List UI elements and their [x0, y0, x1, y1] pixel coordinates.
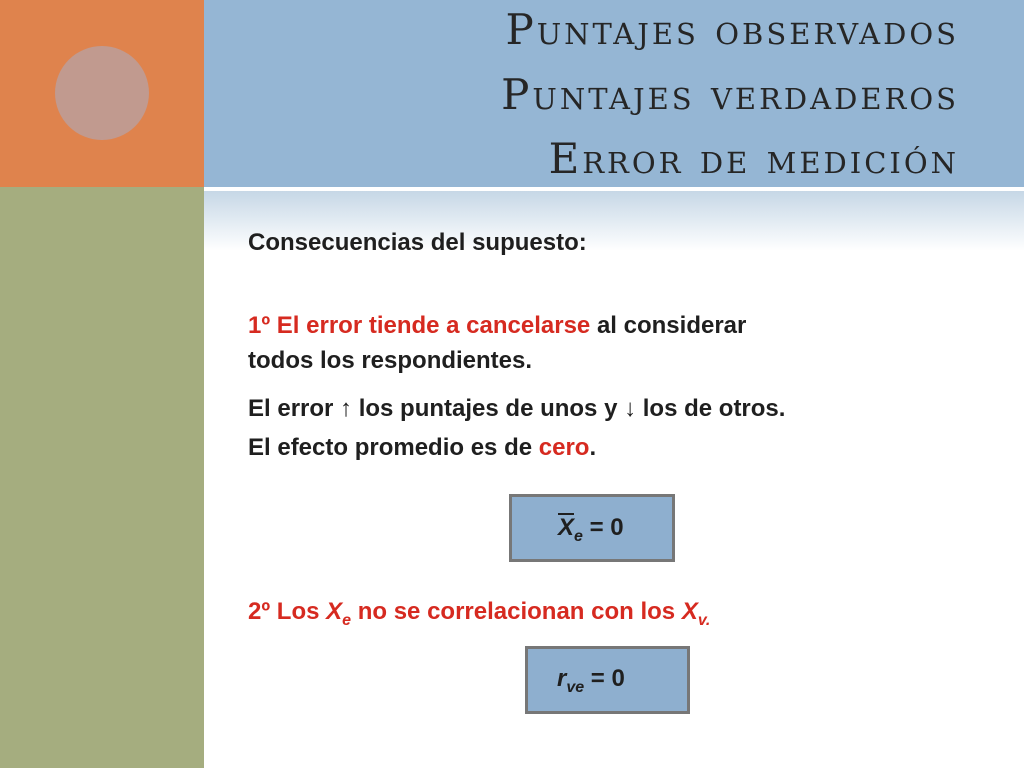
point-1-line-2: todos los respondientes.	[248, 347, 533, 374]
formula-sub-e: e	[574, 527, 583, 545]
point-2-start: 2º Los	[248, 598, 327, 625]
point-1-line-1	[248, 309, 746, 343]
point-1-line-4	[248, 431, 596, 465]
point-2-x: X	[326, 598, 343, 625]
point-1-highlight: 1º El error tiende a cancelarse	[248, 312, 591, 339]
point-1-rest: al considerar	[590, 312, 747, 339]
content-heading: Consecuencias del supuesto:	[248, 229, 587, 256]
formula-correlation	[557, 665, 625, 697]
zero-highlight: cero	[538, 434, 590, 461]
title-line-3: Error de medición	[548, 134, 959, 183]
point-1-line-3: El error ↑ los puntajes de unos y ↓ los de otros.	[248, 395, 786, 422]
formula-sub-ve: ve	[566, 678, 585, 696]
formula-var-x: X	[558, 514, 575, 541]
title-line-2: Puntajes verdaderos	[501, 70, 959, 119]
point-2-sub-e: e	[342, 611, 352, 629]
point-2-mid: no se correlacionan con los	[351, 598, 682, 625]
period: .	[589, 434, 597, 461]
formula-box-mean-error	[509, 494, 675, 562]
formula-rhs-2: = 0	[584, 665, 625, 692]
title-band	[204, 0, 1024, 187]
point-2-sub-v: v.	[697, 611, 711, 629]
formula-var-r: r	[557, 665, 567, 692]
formula-box-correlation	[525, 646, 690, 714]
title-line-1: Puntajes observados	[505, 5, 959, 54]
olive-panel	[0, 187, 204, 768]
formula-mean-error	[558, 513, 624, 546]
formula-rhs-1: = 0	[582, 514, 624, 541]
average-text: El efecto promedio es de	[248, 434, 539, 461]
point-2	[248, 595, 710, 638]
decorative-circle	[55, 46, 149, 140]
point-2-x2: X	[681, 598, 698, 625]
